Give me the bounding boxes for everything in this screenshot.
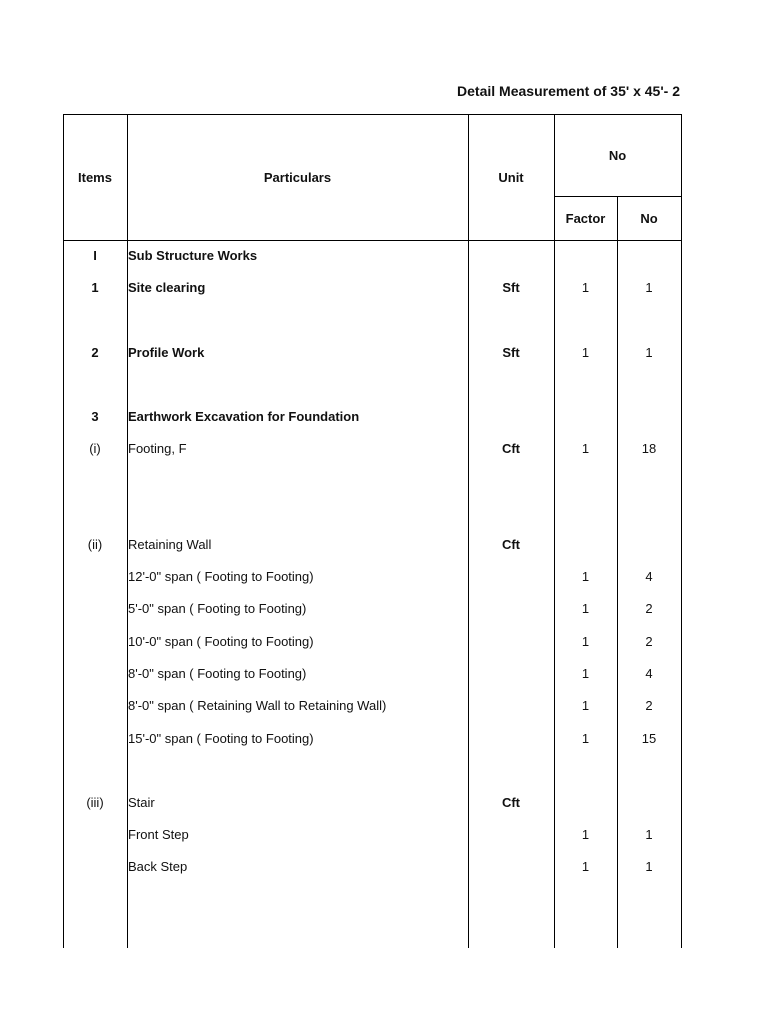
unit-text: Cft [501,537,521,552]
unit-text: Sft [502,345,520,360]
unit-text: Sft [502,280,520,295]
header-items: Items [78,170,112,185]
particulars-text: 8'-0" span ( Footing to Footing) [128,666,307,681]
particulars-text: Profile Work [128,345,205,360]
particulars-text: 12'-0" span ( Footing to Footing) [128,569,314,584]
item-number: 3 [91,409,99,424]
header-unit: Unit [498,170,524,185]
header-no-group: No [608,148,627,163]
unit-text: Cft [501,795,521,810]
column-divider [468,114,469,948]
particulars-text: 10'-0" span ( Footing to Footing) [128,634,314,649]
unit-text: Cft [501,441,521,456]
item-number: (i) [89,441,101,456]
item-number: 2 [91,345,99,360]
no-value: 1 [645,280,653,295]
item-number: (ii) [87,537,103,552]
no-value: 2 [645,634,653,649]
particulars-text: Retaining Wall [128,537,212,552]
factor-value: 1 [581,859,590,874]
factor-value: 1 [581,827,590,842]
no-value: 2 [645,601,653,616]
particulars-text: Stair [128,795,155,810]
factor-value: 1 [581,441,590,456]
factor-value: 1 [581,634,590,649]
column-divider [681,114,682,948]
header-particulars: Particulars [263,170,332,185]
no-value: 1 [645,859,653,874]
header-factor: Factor [565,211,606,226]
factor-value: 1 [581,601,590,616]
particulars-text: Back Step [128,859,188,874]
item-number: (iii) [86,795,104,810]
particulars-text: 5'-0" span ( Footing to Footing) [128,601,307,616]
column-divider [127,114,128,948]
factor-value: 1 [581,569,590,584]
no-value: 1 [645,827,653,842]
particulars-text: Front Step [128,827,189,842]
item-number: I [93,248,97,263]
factor-value: 1 [581,731,590,746]
no-value: 18 [641,441,657,456]
particulars-text: Earthwork Excavation for Foundation [128,409,360,424]
item-number: 1 [91,280,99,295]
no-value: 15 [641,731,657,746]
particulars-text: Sub Structure Works [128,248,258,263]
column-divider [554,114,555,948]
factor-value: 1 [581,345,590,360]
no-value: 1 [645,345,653,360]
no-value: 4 [645,569,653,584]
particulars-text: Site clearing [128,280,206,295]
particulars-text: Footing, F [128,441,187,456]
particulars-text: 8'-0" span ( Retaining Wall to Retaining Wall) [128,698,387,713]
header-bottom-border [63,240,682,241]
header-no-divider [554,196,682,197]
header-no: No [640,211,658,226]
no-value: 4 [645,666,653,681]
table-top-border [63,114,682,115]
particulars-text: 15'-0" span ( Footing to Footing) [128,731,314,746]
column-divider [63,114,64,948]
factor-value: 1 [581,280,590,295]
document-title: Detail Measurement of 35' x 45'- 2 [457,83,680,99]
no-value: 2 [645,698,653,713]
factor-value: 1 [581,666,590,681]
factor-value: 1 [581,698,590,713]
